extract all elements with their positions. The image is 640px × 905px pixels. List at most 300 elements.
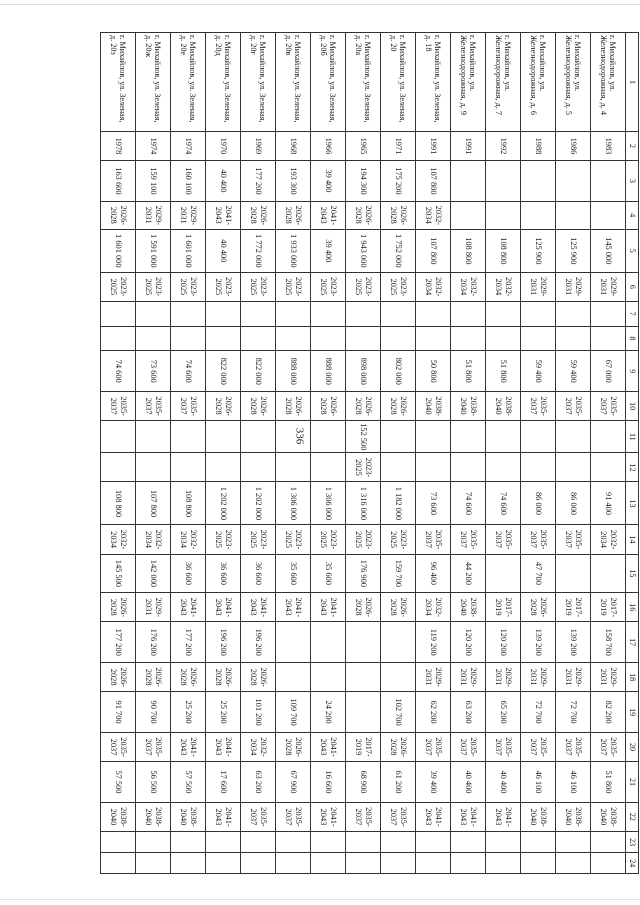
value-cell: 2026-2028 xyxy=(276,201,311,229)
value-cell: 1978 xyxy=(101,131,136,160)
value-cell: 194 300 xyxy=(346,160,381,201)
value-cell: 2029-2031 xyxy=(591,272,626,301)
value-cell: 2035-2037 xyxy=(521,525,556,554)
value-cell xyxy=(486,554,521,593)
value-cell: 177 200 xyxy=(101,622,136,663)
value-cell: 44 200 xyxy=(451,554,486,593)
table-row xyxy=(346,33,381,874)
value-cell: 107 800 xyxy=(136,482,171,525)
value-cell: 1986 xyxy=(556,131,591,160)
value-cell: 2038-2040 xyxy=(101,802,136,831)
value-cell xyxy=(416,421,451,453)
value-cell xyxy=(276,663,311,692)
value-cell: 36 600 xyxy=(206,554,241,593)
address-cell: г. Михайлов, ул. Железнодорожная, д. 4 xyxy=(591,33,626,132)
value-cell xyxy=(276,301,311,326)
value-cell xyxy=(101,853,136,874)
value-cell: 2041-2043 xyxy=(206,201,241,229)
value-cell: 36 600 xyxy=(171,554,206,593)
value-cell: 59 400 xyxy=(521,351,556,392)
value-cell: 125 900 xyxy=(556,229,591,272)
value-cell: 2038-2040 xyxy=(556,802,591,831)
value-cell: 2038-2040 xyxy=(171,802,206,831)
value-cell: 51 800 xyxy=(486,351,521,392)
value-cell: 91 400 xyxy=(591,482,626,525)
value-cell: 17 600 xyxy=(206,762,241,803)
column-number-cell: 24 xyxy=(626,853,639,874)
value-cell: 2023-2025 xyxy=(241,272,276,301)
value-cell: 2029-2031 xyxy=(591,663,626,692)
value-cell: 102 700 xyxy=(381,692,416,733)
value-cell: 139 200 xyxy=(556,622,591,663)
value-cell: 2023-2025 xyxy=(241,525,276,554)
value-cell: 1991 xyxy=(416,131,451,160)
value-cell: 2017-2019 xyxy=(591,593,626,622)
value-cell xyxy=(556,160,591,201)
value-cell: 2041-2043 xyxy=(416,802,451,831)
value-cell: 2038-2040 xyxy=(591,802,626,831)
value-cell: 2038-2040 xyxy=(451,392,486,421)
value-cell: 176 900 xyxy=(346,554,381,593)
value-cell xyxy=(241,853,276,874)
column-number-cell: 3 xyxy=(626,160,639,201)
column-number-cell: 10 xyxy=(626,392,639,421)
value-cell: 86 000 xyxy=(556,482,591,525)
value-cell: 2038-2040 xyxy=(136,802,171,831)
value-cell: 2038-2040 xyxy=(486,392,521,421)
value-cell: 2023-2025 xyxy=(346,525,381,554)
value-cell: 2041-2043 xyxy=(311,733,346,762)
value-cell xyxy=(451,160,486,201)
value-cell: 2029-2031 xyxy=(556,663,591,692)
value-cell: 108 800 xyxy=(451,229,486,272)
value-cell: 39 400 xyxy=(311,160,346,201)
value-cell: 2023-2025 xyxy=(276,272,311,301)
value-cell: 67 000 xyxy=(591,351,626,392)
value-cell xyxy=(486,831,521,853)
value-cell: 159 700 xyxy=(381,554,416,593)
value-cell: 2023-2025 xyxy=(206,272,241,301)
value-cell: 119 200 xyxy=(416,622,451,663)
value-cell: 1966 xyxy=(311,131,346,160)
value-cell xyxy=(451,831,486,853)
value-cell xyxy=(346,622,381,663)
value-cell: 1 202 000 xyxy=(241,482,276,525)
value-cell: 40 400 xyxy=(206,229,241,272)
value-cell: 61 200 xyxy=(381,762,416,803)
value-cell: 2029-2031 xyxy=(521,272,556,301)
value-cell: 2032-2034 xyxy=(486,272,521,301)
value-cell xyxy=(136,853,171,874)
column-number-cell: 7 xyxy=(626,301,639,326)
value-cell xyxy=(416,831,451,853)
table-row xyxy=(276,33,311,874)
table-row xyxy=(521,33,556,874)
address-cell: г. Михайлов, ул. Зеленая, д. 20 xyxy=(381,33,416,132)
value-cell xyxy=(556,453,591,482)
value-cell: 2023-2025 xyxy=(136,272,171,301)
value-cell xyxy=(101,326,136,351)
value-cell xyxy=(416,326,451,351)
value-cell xyxy=(206,853,241,874)
value-cell: 72 700 xyxy=(556,692,591,733)
value-cell xyxy=(346,831,381,853)
value-cell: 40 400 xyxy=(451,762,486,803)
value-cell: 2026-2028 xyxy=(311,392,346,421)
value-cell: 2026-2028 xyxy=(521,593,556,622)
value-cell xyxy=(311,663,346,692)
value-cell: 35 600 xyxy=(276,554,311,593)
value-cell: 2041-2043 xyxy=(451,802,486,831)
value-cell: 2023-2025 xyxy=(311,525,346,554)
address-cell: г. Михайлов, ул. Железнодорожная, д. 7 xyxy=(486,33,521,132)
value-cell xyxy=(311,301,346,326)
value-cell: 1983 xyxy=(591,131,626,160)
value-cell xyxy=(311,622,346,663)
value-cell: 2035-2037 xyxy=(381,802,416,831)
value-cell: 63 200 xyxy=(451,692,486,733)
column-number-cell: 19 xyxy=(626,692,639,733)
address-cell: г. Михайлов, ул. Зеленая, д. 20г xyxy=(241,33,276,132)
value-cell xyxy=(451,453,486,482)
value-cell: 2038-2040 xyxy=(521,802,556,831)
value-cell xyxy=(556,326,591,351)
value-cell xyxy=(381,453,416,482)
value-cell: 2026-2028 xyxy=(101,663,136,692)
column-number-cell: 6 xyxy=(626,272,639,301)
value-cell xyxy=(311,326,346,351)
column-number-cell: 4 xyxy=(626,201,639,229)
table-row xyxy=(451,33,486,874)
value-cell: 36 600 xyxy=(241,554,276,593)
value-cell: 2032-2034 xyxy=(241,733,276,762)
value-cell xyxy=(486,326,521,351)
value-cell: 2026-2028 xyxy=(101,593,136,622)
value-cell: 35 600 xyxy=(311,554,346,593)
value-cell xyxy=(381,663,416,692)
value-cell xyxy=(136,421,171,453)
value-cell xyxy=(171,853,206,874)
value-cell xyxy=(346,853,381,874)
value-cell xyxy=(381,622,416,663)
value-cell: 2026-2028 xyxy=(241,392,276,421)
value-cell: 2023-2025 xyxy=(171,272,206,301)
value-cell: 68 900 xyxy=(346,762,381,803)
column-number-cell: 17 xyxy=(626,622,639,663)
value-cell: 2026-2028 xyxy=(276,392,311,421)
value-cell xyxy=(451,301,486,326)
value-cell: 2029-2031 xyxy=(486,663,521,692)
value-cell xyxy=(206,326,241,351)
value-cell xyxy=(416,453,451,482)
value-cell xyxy=(276,453,311,482)
table-row xyxy=(171,33,206,874)
value-cell: 1 772 000 xyxy=(241,229,276,272)
value-cell: 175 200 xyxy=(381,160,416,201)
value-cell xyxy=(206,421,241,453)
column-number-cell: 9 xyxy=(626,351,639,392)
value-cell: 86 000 xyxy=(521,482,556,525)
value-cell: 139 200 xyxy=(521,622,556,663)
value-cell: 177 200 xyxy=(171,622,206,663)
value-cell xyxy=(241,831,276,853)
value-cell: 2023-2025 xyxy=(346,453,381,482)
value-cell: 1991 xyxy=(451,131,486,160)
column-number-cell: 22 xyxy=(626,802,639,831)
value-cell: 2032-2034 xyxy=(416,593,451,622)
value-cell: 56 500 xyxy=(136,762,171,803)
value-cell xyxy=(486,301,521,326)
value-cell: 2026-2028 xyxy=(346,392,381,421)
value-cell: 2035-2037 xyxy=(591,392,626,421)
value-cell xyxy=(171,421,206,453)
value-cell: 2035-2037 xyxy=(171,392,206,421)
value-cell: 65 200 xyxy=(486,692,521,733)
value-cell: 1 601 000 xyxy=(171,229,206,272)
address-cell: г. Михайлов, ул. Зеленая, д. 20е xyxy=(171,33,206,132)
column-number-cell: 15 xyxy=(626,554,639,593)
value-cell: 2041-2043 xyxy=(311,201,346,229)
value-cell xyxy=(381,853,416,874)
value-cell xyxy=(451,421,486,453)
value-cell xyxy=(136,326,171,351)
value-cell: 2026-2028 xyxy=(241,663,276,692)
address-cell: г. Михайлов, ул. Зеленая, д. 20ж xyxy=(136,33,171,132)
value-cell xyxy=(521,201,556,229)
value-cell xyxy=(346,301,381,326)
value-cell: 46 100 xyxy=(556,762,591,803)
column-number-cell: 1 xyxy=(626,33,639,132)
value-cell: 2017-2019 xyxy=(556,593,591,622)
address-cell: г. Михайлов, ул. Зеленая, д. 20з xyxy=(101,33,136,132)
value-cell xyxy=(591,453,626,482)
value-cell: 108 800 xyxy=(171,482,206,525)
value-cell: 47 700 xyxy=(521,554,556,593)
value-cell xyxy=(591,326,626,351)
value-cell: 2035-2037 xyxy=(521,392,556,421)
value-cell: 1974 xyxy=(136,131,171,160)
value-cell: 159 100 xyxy=(136,160,171,201)
column-number-cell: 21 xyxy=(626,762,639,803)
value-cell: 2029-2031 xyxy=(451,663,486,692)
value-cell xyxy=(381,831,416,853)
value-cell: 196 200 xyxy=(241,622,276,663)
value-cell: 1 591 000 xyxy=(136,229,171,272)
address-cell: г. Михайлов, ул. Зеленая, д. 18 xyxy=(416,33,451,132)
value-cell xyxy=(241,326,276,351)
value-cell: 2035-2037 xyxy=(486,733,521,762)
value-cell: 1 933 000 xyxy=(276,229,311,272)
column-number-cell: 16 xyxy=(626,593,639,622)
value-cell xyxy=(136,453,171,482)
value-cell xyxy=(311,853,346,874)
value-cell: 82 200 xyxy=(591,692,626,733)
value-cell xyxy=(241,421,276,453)
value-cell: 1992 xyxy=(486,131,521,160)
value-cell: 2023-2025 xyxy=(381,272,416,301)
column-number-cell: 14 xyxy=(626,525,639,554)
value-cell xyxy=(521,853,556,874)
value-cell: 152 500 xyxy=(346,421,381,453)
scan-edge-bottom xyxy=(0,899,640,900)
value-cell: 898 000 xyxy=(346,351,381,392)
value-cell xyxy=(451,201,486,229)
value-cell: 196 200 xyxy=(206,622,241,663)
value-cell xyxy=(171,453,206,482)
value-cell xyxy=(556,831,591,853)
value-cell: 63 200 xyxy=(241,762,276,803)
value-cell xyxy=(276,326,311,351)
value-cell: 2035-2037 xyxy=(451,525,486,554)
column-number-row xyxy=(626,33,639,874)
column-number-cell: 12 xyxy=(626,453,639,482)
address-cell: г. Михайлов, ул. Железнодорожная, д. 5 xyxy=(556,33,591,132)
value-cell: 2041-2043 xyxy=(171,733,206,762)
repair-schedule-table xyxy=(100,32,639,874)
value-cell xyxy=(591,831,626,853)
value-cell xyxy=(591,160,626,201)
table-row xyxy=(241,33,276,874)
column-number-cell: 5 xyxy=(626,229,639,272)
value-cell xyxy=(381,326,416,351)
value-cell: 107 800 xyxy=(416,160,451,201)
address-cell: г. Михайлов, ул. Железнодорожная, д. 9 xyxy=(451,33,486,132)
value-cell: 163 600 xyxy=(101,160,136,201)
value-cell: 2029-2031 xyxy=(556,272,591,301)
value-cell: 2035-2037 xyxy=(101,733,136,762)
value-cell: 74 600 xyxy=(486,482,521,525)
value-cell: 51 800 xyxy=(451,351,486,392)
value-cell: 2023-2025 xyxy=(101,272,136,301)
table-row xyxy=(486,33,521,874)
value-cell: 2035-2037 xyxy=(416,733,451,762)
table-row xyxy=(311,33,346,874)
value-cell xyxy=(381,301,416,326)
value-cell: 90 700 xyxy=(136,692,171,733)
value-cell xyxy=(521,421,556,453)
value-cell: 2035-2037 xyxy=(451,733,486,762)
value-cell: 2023-2025 xyxy=(206,525,241,554)
value-cell: 2038-2040 xyxy=(416,392,451,421)
address-cell: г. Михайлов, ул. Железнодорожная, д. 6 xyxy=(521,33,556,132)
value-cell: 25 200 xyxy=(206,692,241,733)
value-cell: 2017-2019 xyxy=(486,593,521,622)
table-row xyxy=(136,33,171,874)
value-cell: 40 400 xyxy=(486,762,521,803)
value-cell: 2029-2031 xyxy=(171,201,206,229)
value-cell: 1965 xyxy=(346,131,381,160)
value-cell: 1 306 000 xyxy=(276,482,311,525)
value-cell xyxy=(486,201,521,229)
value-cell: 2029-2031 xyxy=(521,663,556,692)
value-cell: 158 700 xyxy=(591,622,626,663)
value-cell: 1988 xyxy=(521,131,556,160)
value-cell xyxy=(206,453,241,482)
value-cell xyxy=(486,421,521,453)
rotated-table-wrapper xyxy=(61,32,639,874)
value-cell xyxy=(171,301,206,326)
value-cell: 802 000 xyxy=(381,351,416,392)
value-cell xyxy=(136,831,171,853)
value-cell xyxy=(556,201,591,229)
value-cell xyxy=(241,453,276,482)
table-row xyxy=(206,33,241,874)
value-cell: 2041-2043 xyxy=(486,802,521,831)
value-cell: 2035-2037 xyxy=(416,525,451,554)
value-cell xyxy=(276,421,311,453)
value-cell xyxy=(171,831,206,853)
value-cell: 101 200 xyxy=(241,692,276,733)
value-cell: 888 000 xyxy=(311,351,346,392)
value-cell xyxy=(276,622,311,663)
address-cell: г. Михайлов, ул. Зеленая, д. 20в xyxy=(276,33,311,132)
value-cell: 24 200 xyxy=(311,692,346,733)
value-cell: 2035-2037 xyxy=(486,525,521,554)
value-cell: 2035-2037 xyxy=(136,392,171,421)
value-cell: 2035-2037 xyxy=(556,392,591,421)
value-cell: 2035-2037 xyxy=(136,733,171,762)
value-cell: 120 200 xyxy=(486,622,521,663)
value-cell: 2026-2028 xyxy=(346,593,381,622)
value-cell xyxy=(521,160,556,201)
value-cell: 2041-2043 xyxy=(276,593,311,622)
column-number-cell: 2 xyxy=(626,131,639,160)
value-cell: 1 752 000 xyxy=(381,229,416,272)
value-cell: 142 000 xyxy=(136,554,171,593)
table-row xyxy=(556,33,591,874)
value-cell xyxy=(591,301,626,326)
column-number-cell: 11 xyxy=(626,421,639,453)
value-cell: 2041-2043 xyxy=(171,593,206,622)
value-cell: 2035-2037 xyxy=(591,733,626,762)
value-cell xyxy=(556,853,591,874)
value-cell: 2026-2028 xyxy=(171,663,206,692)
value-cell: 73 600 xyxy=(416,482,451,525)
value-cell: 73 600 xyxy=(136,351,171,392)
value-cell: 822 000 xyxy=(206,351,241,392)
value-cell: 2035-2037 xyxy=(241,802,276,831)
value-cell: 2032-2034 xyxy=(136,525,171,554)
value-cell: 1 182 000 xyxy=(381,482,416,525)
column-number-cell: 20 xyxy=(626,733,639,762)
value-cell: 888 000 xyxy=(276,351,311,392)
value-cell xyxy=(346,692,381,733)
value-cell: 2026-2028 xyxy=(241,201,276,229)
value-cell xyxy=(521,301,556,326)
column-number-cell: 23 xyxy=(626,831,639,853)
value-cell: 2038-2040 xyxy=(451,593,486,622)
address-cell: г. Михайлов, ул. Зеленая, д. 20д xyxy=(206,33,241,132)
address-cell: г. Михайлов, ул. Зеленая, д. 20б xyxy=(311,33,346,132)
value-cell xyxy=(591,853,626,874)
value-cell: 40 400 xyxy=(206,160,241,201)
value-cell xyxy=(416,853,451,874)
value-cell: 2029-2031 xyxy=(416,663,451,692)
value-cell: 1974 xyxy=(171,131,206,160)
value-cell: 1 601 000 xyxy=(101,229,136,272)
value-cell: 2026-2028 xyxy=(381,733,416,762)
table-frame xyxy=(61,32,639,874)
value-cell: 2032-2034 xyxy=(416,201,451,229)
address-cell: г. Михайлов, ул. Зеленая, д. 20а xyxy=(346,33,381,132)
value-cell: 2041-2043 xyxy=(206,802,241,831)
value-cell: 2026-2028 xyxy=(136,663,171,692)
value-cell: 62 200 xyxy=(416,692,451,733)
value-cell xyxy=(591,421,626,453)
column-number-cell: 18 xyxy=(626,663,639,692)
value-cell: 2026-2028 xyxy=(206,392,241,421)
column-number-cell: 13 xyxy=(626,482,639,525)
